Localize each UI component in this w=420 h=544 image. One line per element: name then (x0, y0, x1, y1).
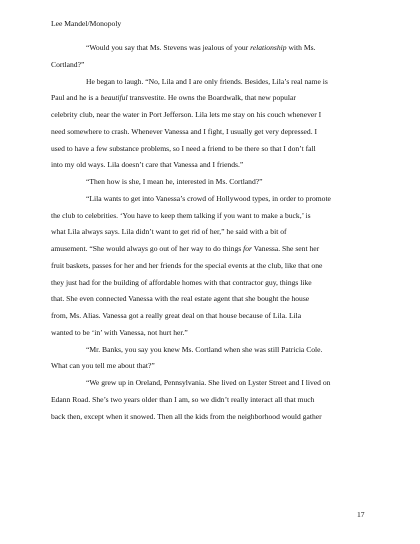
text-line (51, 258, 367, 275)
text-segment: Edann Road. She’s two years older than I am, so we didn’t really interact all that much (51, 394, 315, 404)
text-line (51, 358, 367, 375)
text-segment: what Lila always says. Lila didn’t want to get rid of her,” he said with a bit of (51, 227, 287, 237)
text-segment: back then, except when it snowed. Then all the kids from the neighborhood would gather (51, 411, 322, 421)
text-segment: “Lila wants to get into Vanessa’s crowd of Hollywood types, in order to promote (86, 193, 331, 203)
text-segment: they just had for the building of affordable homes with that contractor guy, things like (51, 277, 312, 287)
text-segment: amusement. “She would always go out of her way to do things (51, 244, 244, 253)
text-segment: wanted to be ‘in’ with Vanessa, not hurt her.” (51, 327, 188, 337)
text-segment: from, Ms. Alias. Vanessa got a really great deal on that house because of Lila. Lila (51, 311, 302, 320)
paragraph-first-line (51, 74, 367, 91)
text-line (51, 90, 367, 107)
text-segment: celebrity club, near the water in Port Jefferson. Lila lets me stay on his couch whenever I (51, 110, 322, 119)
text-line (51, 409, 367, 426)
italic-emphasis: beautiful (100, 93, 128, 103)
text-line (51, 107, 367, 124)
text-segment: fruit baskets, passes for her and her friends for the special events at the club, like that one (51, 260, 323, 270)
page-number: 17 (357, 510, 365, 519)
text-line (51, 157, 367, 174)
text-segment: Paul and he is a (51, 93, 101, 103)
text-line (51, 291, 367, 308)
text-line (51, 392, 367, 409)
text-segment: Vanessa. She sent her (252, 244, 320, 253)
text-segment: Cortland?” (51, 59, 85, 69)
text-segment: “We grew up in Oreland, Pennsylvania. She lived on Lyster Street and I lived on (86, 378, 331, 387)
paragraph-first-line (51, 40, 367, 57)
text-segment: “Mr. Banks, you say you knew Ms. Cortland when she was still Patricia Cole. (86, 344, 323, 354)
text-segment: “Then how is she, I mean he, interested in Ms. Cortland?” (86, 177, 263, 186)
italic-emphasis: relationship (250, 43, 287, 52)
text-segment: with Ms. (286, 43, 316, 52)
paragraph-first-line (51, 174, 367, 191)
text-segment: transvestite. He owns the Boardwalk, that new popular (127, 93, 296, 103)
running-head: Lee Mandel/Monopoly (51, 19, 122, 28)
italic-emphasis: for (243, 244, 253, 253)
text-segment: “Would you say that Ms. Stevens was jealous of your (86, 43, 251, 52)
text-line (51, 124, 367, 141)
text-line (51, 208, 367, 225)
text-line (51, 275, 367, 292)
text-line (51, 224, 367, 241)
text-segment: used to have a few substance problems, so I need a friend to be there so that I don’t fall (51, 143, 316, 153)
text-line (51, 57, 367, 74)
manuscript-body (51, 40, 367, 425)
text-segment: What can you tell me about that?” (51, 361, 155, 371)
text-line (51, 141, 367, 158)
text-segment: He began to laugh. “No, Lila and I are only friends. Besides, Lila’s real name is (86, 76, 328, 86)
paragraph-first-line (51, 191, 367, 208)
paragraph-first-line (51, 375, 367, 392)
text-line (51, 308, 367, 325)
paragraph-first-line (51, 342, 367, 359)
text-segment: the club to celebrities. ‘You have to keep them talking if you want to make a buck,’ is (51, 210, 311, 220)
text-line (51, 241, 367, 258)
text-segment: need somewhere to crash. Whenever Vanessa and I fight, I usually get very depressed. I (51, 126, 318, 136)
text-segment: into my old ways. Lila doesn’t care that Vanessa and I friends.” (51, 160, 244, 170)
text-line (51, 325, 367, 342)
text-segment: that. She even connected Vanessa with the real estate agent that she bought the house (51, 294, 310, 304)
